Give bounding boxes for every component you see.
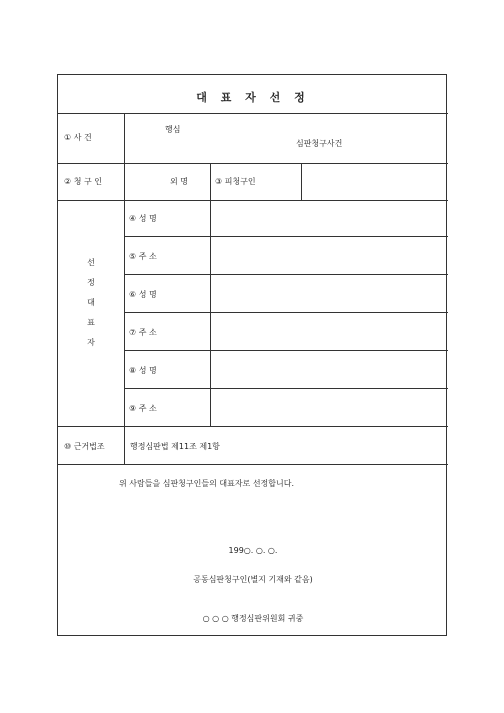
representative-label-char: 표 (87, 318, 95, 327)
rep-name-2-label: ⑥ 성 명 (129, 290, 157, 299)
row-divider (58, 426, 448, 427)
column-divider (301, 163, 302, 200)
form-date: 199○. ○. ○. (228, 546, 278, 555)
case-label: ① 사 건 (64, 133, 92, 142)
rep-name-1-label: ④ 성 명 (129, 214, 157, 223)
case-value-prefix: 행심 (165, 125, 181, 134)
basis-value: 행정심판법 제11조 제1항 (130, 442, 220, 451)
row-divider (58, 113, 448, 114)
rep-address-1-label: ⑤ 주 소 (129, 252, 157, 261)
selection-statement: 위 사람들을 심판청구인들의 대표자로 선정합니다. (119, 479, 295, 488)
rep-address-3-label: ⑨ 주 소 (129, 404, 157, 413)
representative-selection-form (57, 74, 447, 636)
claimant-value: 외 명 (170, 177, 188, 186)
row-divider (124, 312, 448, 313)
representative-label (58, 253, 124, 353)
column-divider (124, 113, 125, 464)
row-divider (124, 350, 448, 351)
column-divider (210, 200, 211, 426)
claimant-label: ② 청 구 인 (64, 177, 102, 186)
row-divider (58, 464, 448, 465)
joint-claimant: 공동심판청구인(별지 기재와 같음) (193, 575, 313, 584)
row-divider (58, 200, 448, 201)
rep-address-2-label: ⑦ 주 소 (129, 328, 157, 337)
rep-name-3-label: ⑧ 성 명 (129, 366, 157, 375)
row-divider (124, 274, 448, 275)
basis-label: ⑩ 근거법조 (64, 442, 105, 451)
representative-label-char: 자 (87, 338, 95, 347)
representative-label-char: 정 (87, 278, 95, 287)
row-divider (58, 163, 448, 164)
case-value-suffix: 심판청구사건 (296, 139, 343, 148)
recipient: ○ ○ ○ 행정심판위원회 귀중 (202, 614, 304, 623)
respondent-label: ③ 피청구인 (215, 177, 256, 186)
representative-label-char: 대 (87, 298, 95, 307)
form-title: 대 표 자 선 정 (196, 91, 310, 104)
row-divider (124, 236, 448, 237)
column-divider (210, 163, 211, 200)
representative-label-char: 선 (87, 258, 95, 267)
row-divider (124, 388, 448, 389)
